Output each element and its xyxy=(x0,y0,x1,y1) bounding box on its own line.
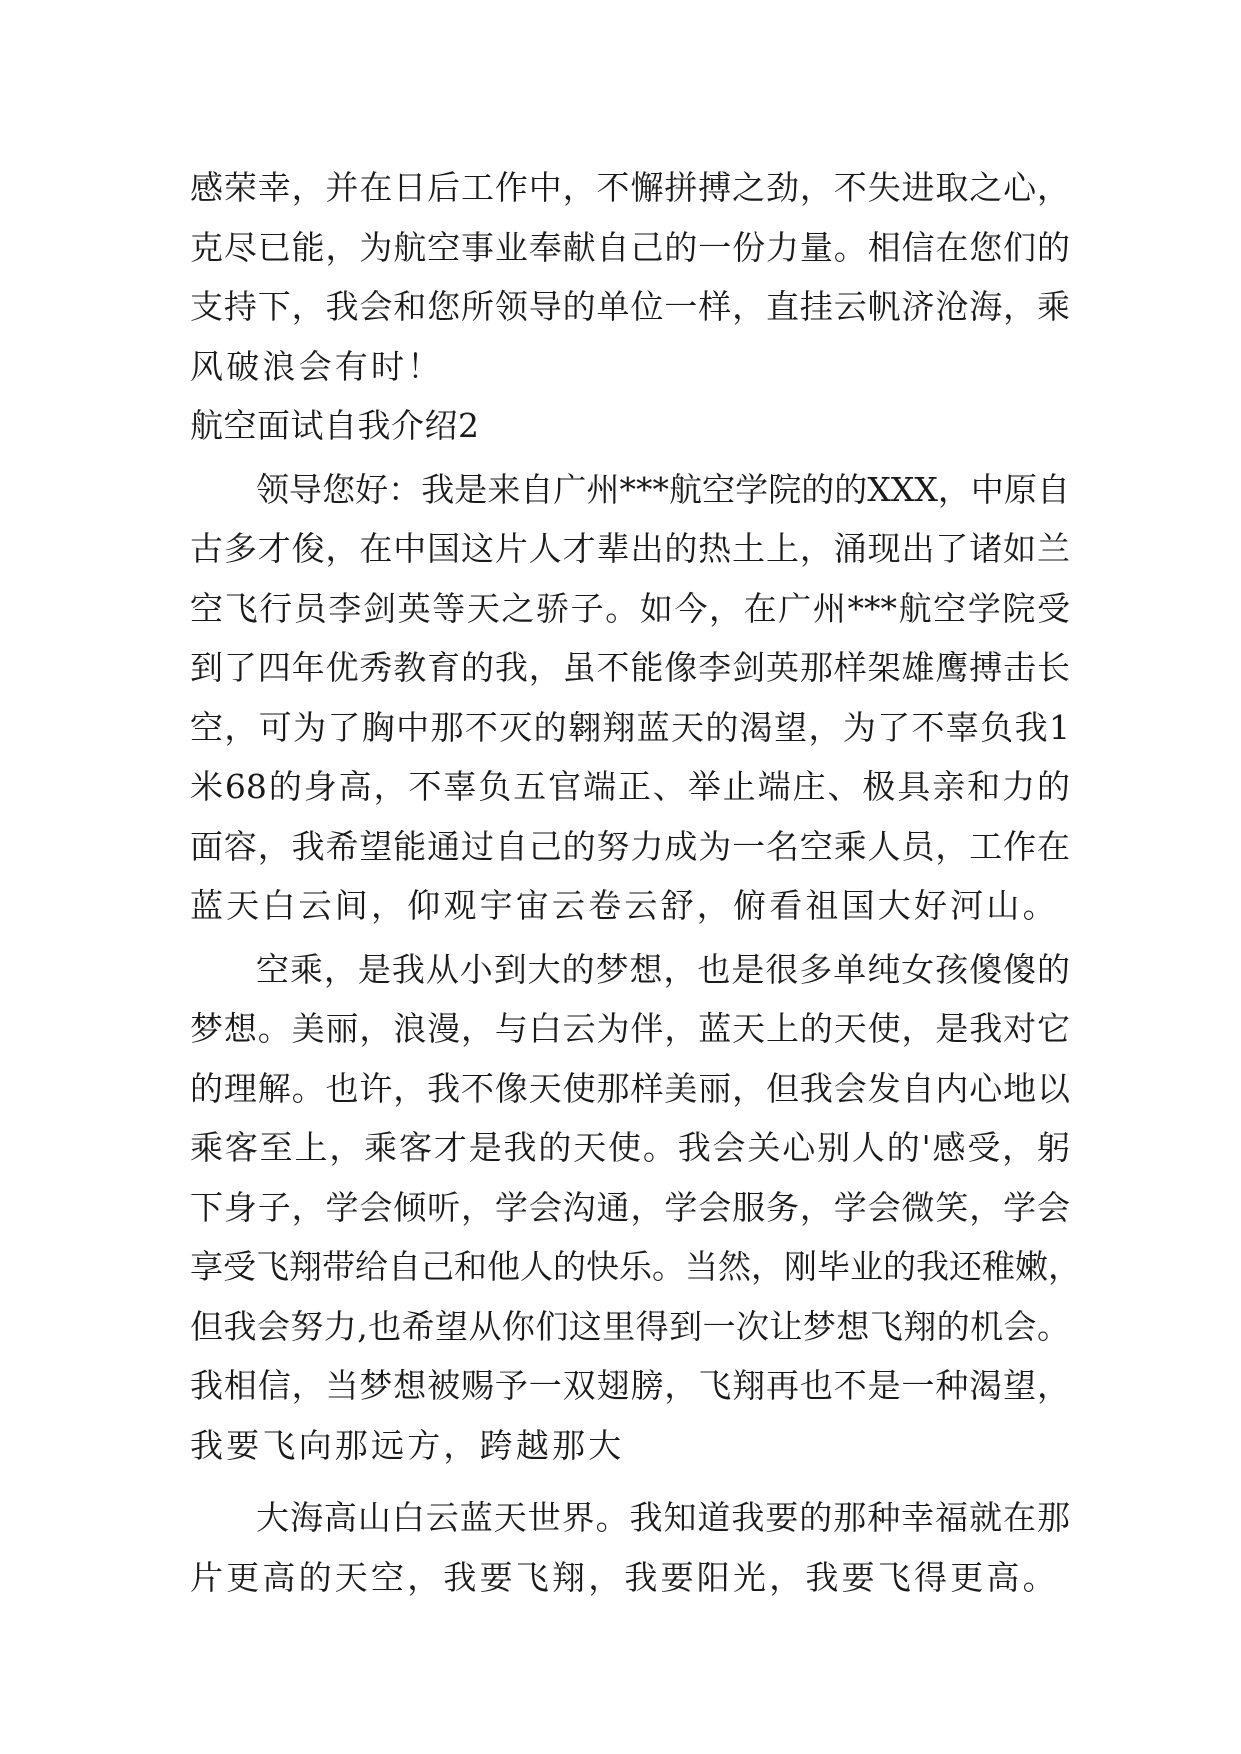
paragraph-1 xyxy=(190,460,1070,936)
text-line: 大海高山白云蓝天世界。我知道我要的那种幸福就在那 xyxy=(256,1498,1070,1537)
text-line: 我相信，当梦想被赐予一双翅膀，飞翔再也不是一种渴望， xyxy=(190,1366,1070,1405)
document-body xyxy=(190,158,1081,1607)
text-line: 我要飞向那远方，跨越那大 xyxy=(190,1425,625,1465)
text-line: 下身子，学会倾听，学会沟通，学会服务，学会微笑，学会 xyxy=(190,1187,1070,1227)
text-line: 克尽已能，为航空事业奉献自己的一份力量。相信在您们的 xyxy=(190,227,1070,267)
text-line: 但我会努力,也希望从你们这里得到一次让梦想飞翔的机会。 xyxy=(190,1306,1070,1346)
text-line: 领导您好：我是来自广州***航空学院的的XXX，中原自 xyxy=(256,469,1070,509)
text-line: 古多才俊，在中国这片人才辈出的热土上，涌现出了诸如兰 xyxy=(190,529,1070,568)
text-line: 风破浪会有时！ xyxy=(190,346,444,386)
text-line: 乘客至上，乘客才是我的天使。我会关心别人的'感受，躬 xyxy=(190,1128,1070,1167)
paragraph-3 xyxy=(190,1488,1070,1607)
text-line: 到了四年优秀教育的我，虽不能像李剑英那样架雄鹰搏击长 xyxy=(190,648,1070,687)
paragraph-2 xyxy=(190,940,1081,1476)
section-heading: 航空面试自我介绍2 xyxy=(190,406,480,445)
text-line: 片更高的天空，我要飞翔，我要阳光，我要飞得更高。 xyxy=(190,1557,1059,1597)
text-line: 支持下，我会和您所领导的单位一样，直挂云帆济沧海，乘 xyxy=(190,287,1070,326)
text-line: 米68的身高，不辜负五官端正、举止端庄、极具亲和力的 xyxy=(190,767,1070,806)
text-line: 享受飞翔带给自己和他人的快乐。当然，刚毕业的我还稚嫩， xyxy=(190,1247,1081,1286)
text-line: 感荣幸，并在日后工作中，不懈拼搏之劲，不失进取之心， xyxy=(190,168,1070,207)
text-line: 梦想。美丽，浪漫，与白云为伴，蓝天上的天使，是我对它 xyxy=(190,1009,1070,1048)
text-line: 的理解。也许，我不像天使那样美丽，但我会发自内心地以 xyxy=(190,1068,1070,1108)
paragraph-intro-ending xyxy=(190,158,1070,396)
text-line: 空，可为了胸中那不灭的翱翔蓝天的渴望，为了不辜负我1 xyxy=(190,707,1070,747)
text-line: 面容，我希望能通过自己的努力成为一名空乘人员，工作在 xyxy=(190,826,1070,866)
text-line: 蓝天白云间，仰观宇宙云卷云舒，俯看祖国大好河山。 xyxy=(190,886,1059,925)
text-line: 空乘，是我从小到大的梦想，也是很多单纯女孩傻傻的 xyxy=(256,949,1070,989)
text-line: 空飞行员李剑英等天之骄子。如今，在广州***航空学院受 xyxy=(190,588,1070,628)
